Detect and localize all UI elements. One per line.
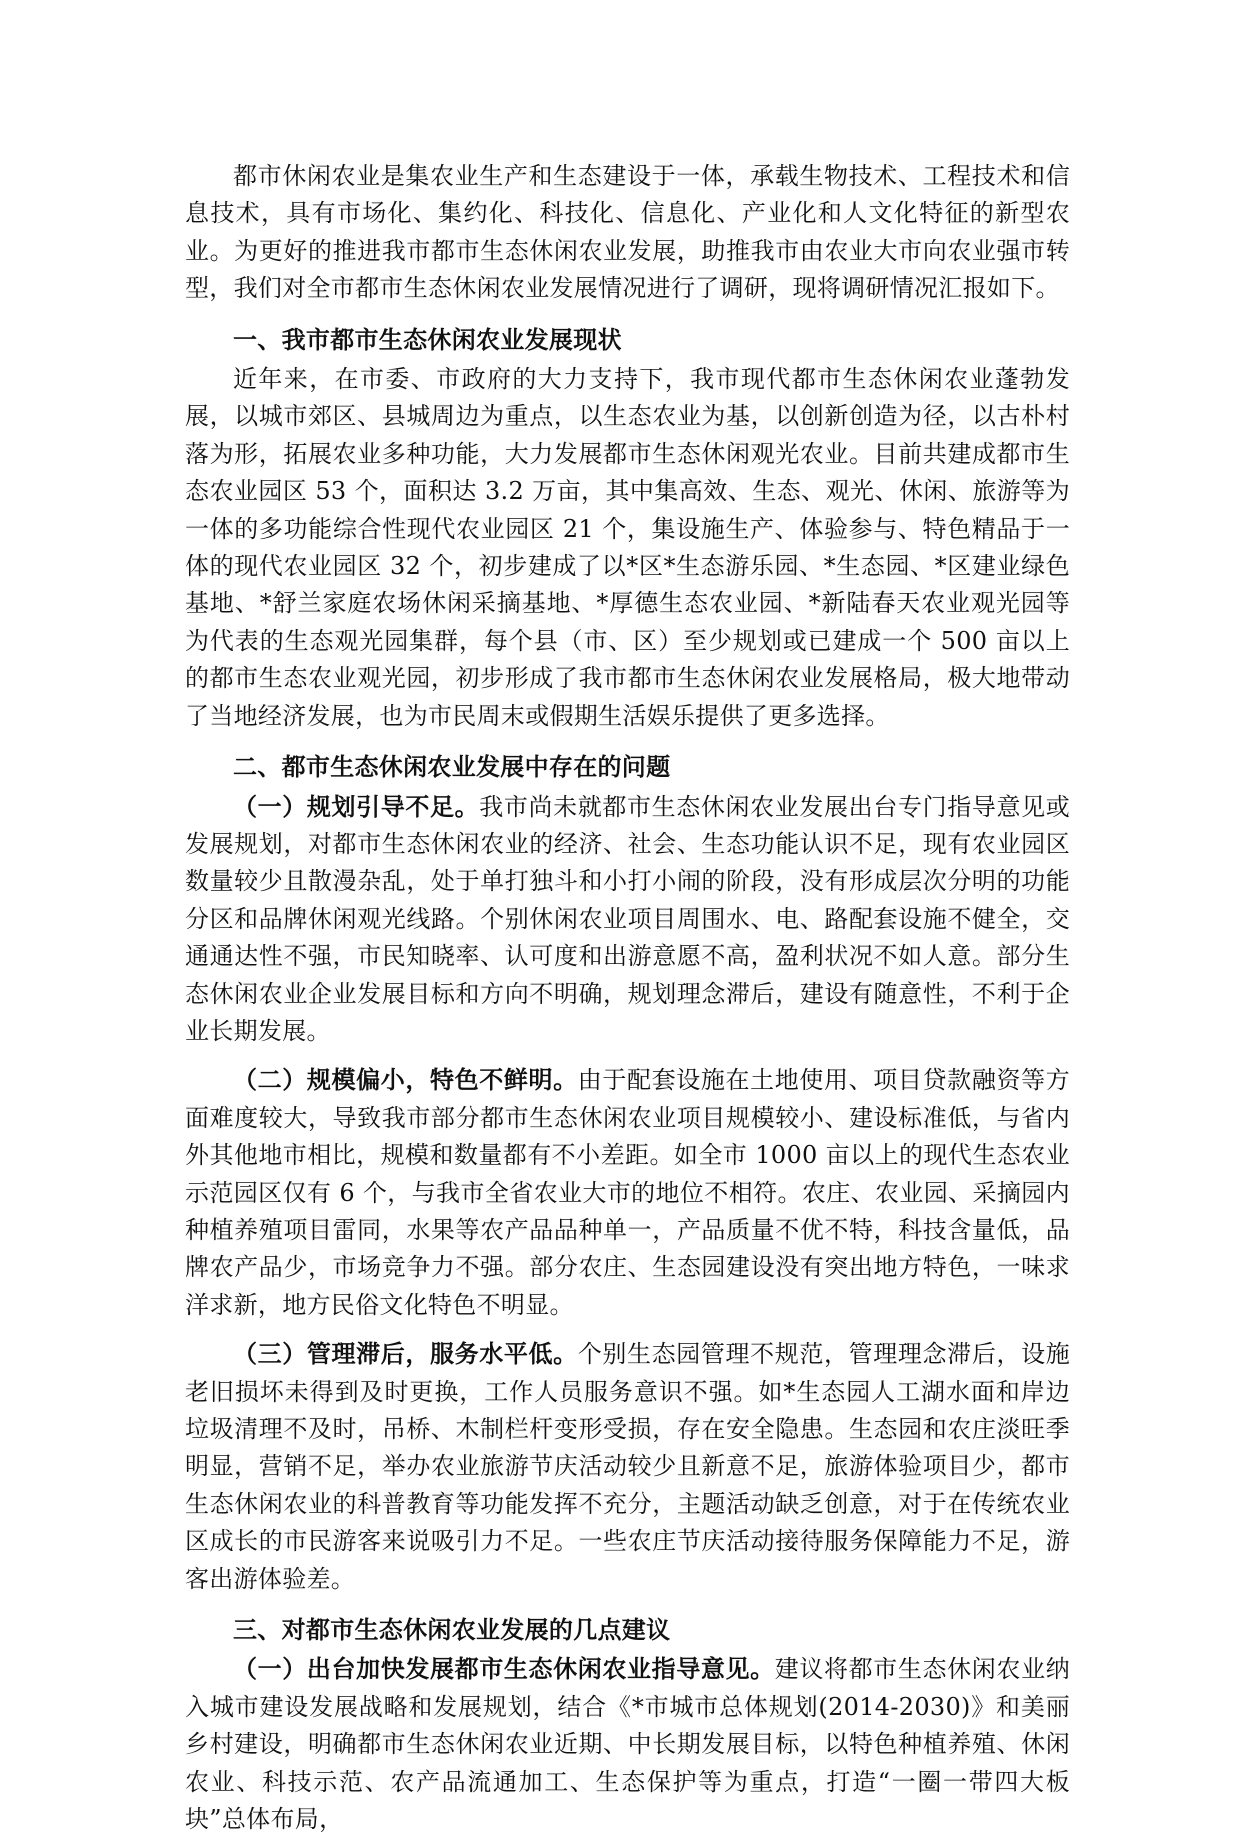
- section-2-item-2-lead: （二）规模偏小，特色不鲜明。: [233, 1066, 578, 1095]
- document-page: [185, 158, 1070, 1838]
- section-2-item-3: [185, 1336, 1070, 1598]
- section-1-heading: 一、我市都市生态休闲农业发展现状: [233, 325, 622, 354]
- section-2-item-2: [185, 1062, 1070, 1324]
- section-2-item-2-text: 由于配套设施在土地使用、项目贷款融资等方面难度较大，导致我市部分都市生态休闲农业项目规模较小、建设标准低，与省内外其他地市相比，规模和数量都有不小差距。如全市 1000 亩以上的现代生态农业示范园区仅有 6 个，与我市全省农业大市的地位不相符。农庄、农业园、采摘园内种植养殖项目雷同，水果等农产品品种单一，产品质量不优不特，科技含量低，品牌农产品少，市场竞争力不强。部分农庄、生态园建设没有突出地方特色，一味求洋求新，地方民俗文化特色不明显。: [185, 1066, 1070, 1319]
- intro-paragraph: 都市休闲农业是集农业生产和生态建设于一体，承载生物技术、工程技术和信息技术，具有市场化、集约化、科技化、信息化、产业化和人文化特征的新型农业。为更好的推进我市都市生态休闲农业发展，助推我市由农业大市向农业强市转型，我们对全市都市生态休闲农业发展情况进行了调研，现将调研情况汇报如下。: [185, 162, 1070, 303]
- section-2-item-1: [185, 789, 1070, 1051]
- section-3-heading: 三、对都市生态休闲农业发展的几点建议: [233, 1616, 671, 1645]
- section-2-heading: 二、都市生态休闲农业发展中存在的问题: [233, 753, 671, 782]
- section-2-item-3-text: 个别生态园管理不规范，管理理念滞后，设施老旧损坏未得到及时更换，工作人员服务意识不强。如*生态园人工湖水面和岸边垃圾清理不及时，吊桥、木制栏杆变形受损，存在安全隐患。生态园和农庄淡旺季明显，营销不足，举办农业旅游节庆活动较少且新意不足，旅游体验项目少，都市生态休闲农业的科普教育等功能发挥不充分，主题活动缺乏创意，对于在传统农业区成长的市民游客来说吸引力不足。一些农庄节庆活动接待服务保障能力不足，游客出游体验差。: [185, 1340, 1070, 1593]
- section-3-item-1-lead: （一）出台加快发展都市生态休闲农业指导意见。: [233, 1655, 775, 1684]
- section-1-body: 近年来，在市委、市政府的大力支持下，我市现代都市生态休闲农业蓬勃发展，以城市郊区、县城周边为重点，以生态农业为基，以创新创造为径，以古朴村落为形，拓展农业多种功能，大力发展都市生态休闲观光农业。目前共建成都市生态农业园区 53 个，面积达 3.2 万亩，其中集高效、生态、观光、休闲、旅游等为一体的多功能综合性现代农业园区 21 个，集设施生产、体验参与、特色精品于一体的现代农业园区 32 个，初步建成了以*区*生态游乐园、*生态园、*区建业绿色基地、*舒兰家庭农场休闲采摘基地、*厚德生态农业园、*新陆春天农业观光园等为代表的生态观光园集群，每个县（市、区）至少规划或已建成一个 500 亩以上的都市生态农业观光园，初步形成了我市都市生态休闲农业发展格局，极大地带动了当地经济发展，也为市民周末或假期生活娱乐提供了更多选择。: [185, 365, 1070, 730]
- section-2-item-1-text: 我市尚未就都市生态休闲农业发展出台专门指导意见或发展规划，对都市生态休闲农业的经济、社会、生态功能认识不足，现有农业园区数量较少且散漫杂乱，处于单打独斗和小打小闹的阶段，没有形成层次分明的功能分区和品牌休闲观光线路。个别休闲农业项目周围水、电、路配套设施不健全，交通通达性不强，市民知晓率、认可度和出游意愿不高，盈利状况不如人意。部分生态休闲农业企业发展目标和方向不明确，规划理念滞后，建设有随意性，不利于企业长期发展。: [185, 792, 1071, 1045]
- section-2-item-1-lead: （一）规划引导不足。: [233, 792, 480, 821]
- section-3-item-1-text: 建议将都市生态休闲农业纳入城市建设发展战略和发展规划，结合《*市城市总体规划(2014-2030)》和美丽乡村建设，明确都市生态休闲农业近期、中长期发展目标，以特色种植养殖、休闲农业、科技示范、农产品流通加工、生态保护等为重点，打造“一圈一带四大板块”总体布局，: [185, 1655, 1070, 1834]
- section-2-item-3-lead: （三）管理滞后，服务水平低。: [233, 1340, 578, 1369]
- section-3-item-1: [185, 1651, 1070, 1838]
